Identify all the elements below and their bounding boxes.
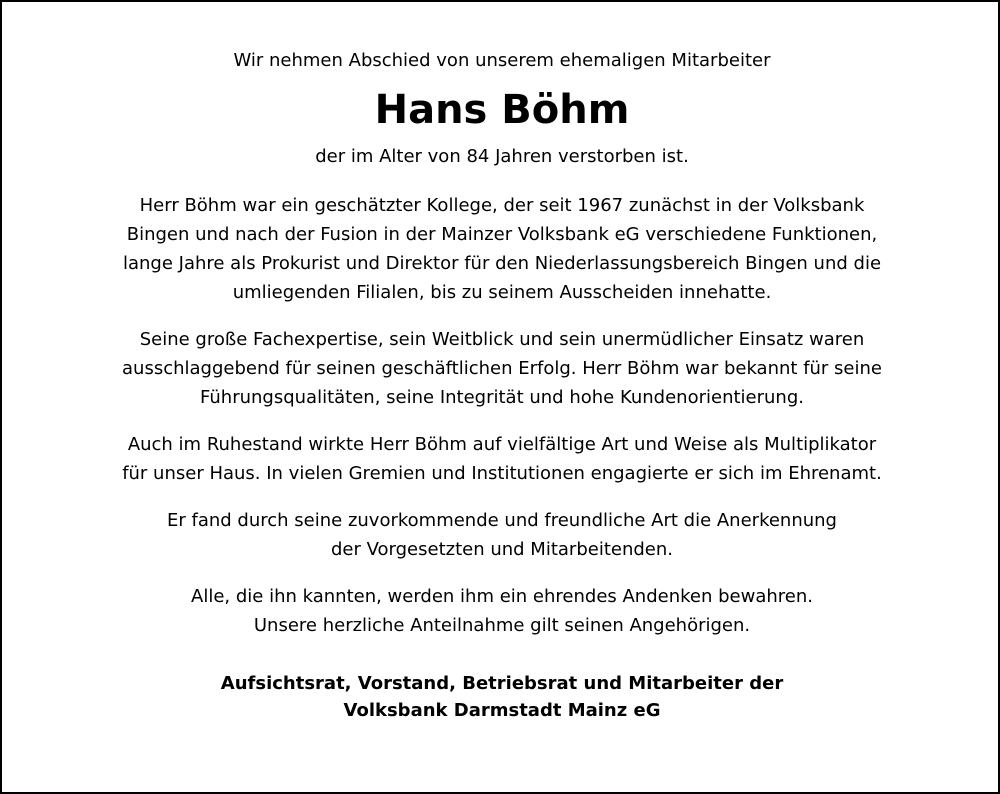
- intro-text: Wir nehmen Abschied von unserem ehemaligen Mitarbeiter: [233, 50, 771, 71]
- deceased-name: Hans Böhm: [374, 87, 630, 133]
- paragraph-retirement: [2, 430, 1000, 488]
- notice-content: [2, 48, 1000, 724]
- signature-line-1: Aufsichtsrat, Vorstand, Betriebsrat und Mitarbeiter der: [220, 673, 784, 694]
- paragraph-line: ausschlaggebend für seinen geschäftlichen Erfolg. Herr Böhm war bekannt für seine: [122, 358, 882, 379]
- paragraph-line: der Vorgesetzten und Mitarbeitenden.: [330, 539, 673, 560]
- signature-block: [2, 670, 1000, 724]
- paragraph-line: für unser Haus. In vielen Gremien und Institutionen engagierte er sich im Ehrenamt.: [122, 463, 882, 484]
- paragraph-line: Auch im Ruhestand wirkte Herr Böhm auf vielfältige Art und Weise als Multiplikator: [127, 434, 877, 455]
- paragraph-line: lange Jahre als Prokurist und Direktor für den Niederlassungsbereich Bingen und die: [122, 253, 882, 274]
- paragraph-line: Herr Böhm war ein geschätzter Kollege, der seit 1967 zunächst in der Volksbank: [139, 195, 865, 216]
- paragraph-recognition: [2, 506, 1000, 564]
- paragraph-line: umliegenden Filialen, bis zu seinem Ausscheiden innehatte.: [232, 282, 772, 303]
- paragraph-expertise: [2, 325, 1000, 412]
- paragraph-condolence: [2, 582, 1000, 640]
- paragraph-line: Seine große Fachexpertise, sein Weitblick und sein unermüdlicher Einsatz waren: [139, 329, 865, 350]
- signature-line-2: Volksbank Darmstadt Mainz eG: [343, 700, 661, 721]
- age-line: der im Alter von 84 Jahren verstorben ist.: [315, 146, 689, 167]
- paragraph-line: Bingen und nach der Fusion in der Mainzer Volksbank eG verschiedene Funktionen,: [126, 224, 878, 245]
- paragraph-line: Führungsqualitäten, seine Integrität und hohe Kundenorientierung.: [200, 387, 804, 408]
- paragraph-line: Alle, die ihn kannten, werden ihm ein ehrendes Andenken bewahren.: [191, 586, 813, 607]
- paragraph-career: [2, 191, 1000, 307]
- paragraph-line: Er fand durch seine zuvorkommende und freundliche Art die Anerkennung: [167, 510, 837, 531]
- paragraph-line: Unsere herzliche Anteilnahme gilt seinen Angehörigen.: [253, 615, 751, 636]
